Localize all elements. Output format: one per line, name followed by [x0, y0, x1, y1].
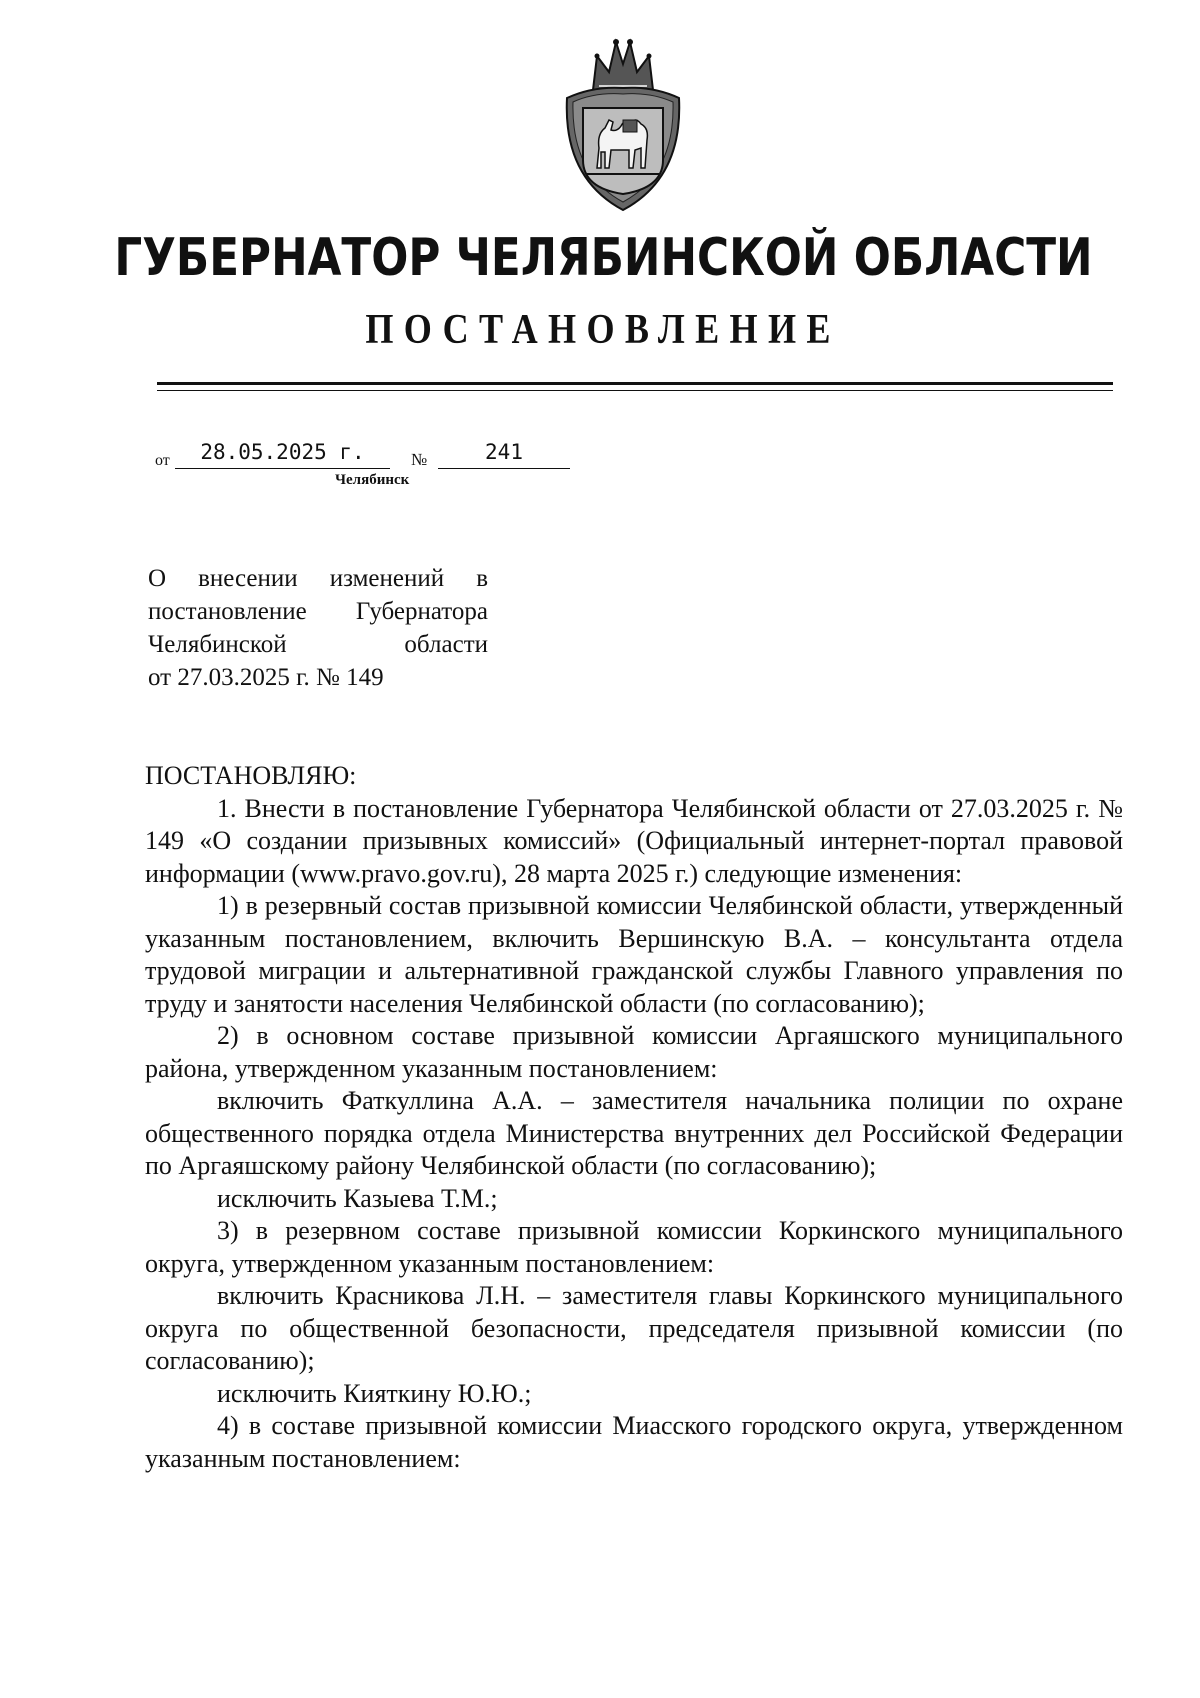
document-number: 241 — [438, 440, 570, 469]
date-prefix: от — [155, 452, 170, 469]
paragraph: исключить Кияткину Ю.Ю.; — [217, 1378, 532, 1408]
subject-line: О внесении изменений в — [148, 565, 488, 592]
number-sign: № — [411, 450, 428, 469]
paragraph: 1) в резервный состав призывной комиссии Челябинской области, утвержденный указанным постановлением, включить Вершинскую В.А. – консультанта отдела трудовой миграции и альтернативной гражданской службы Главного управления по труду и занятости населения Челябинской области (по согласованию); — [145, 891, 1123, 1018]
document-subject — [148, 562, 488, 694]
coat-of-arms-icon — [553, 28, 693, 214]
decree-word: ПОСТАНОВЛЯЮ: — [145, 761, 357, 790]
org-title: ГУБЕРНАТОР ЧЕЛЯБИНСКОЙ ОБЛАСТИ — [114, 228, 1093, 288]
document-kind: ПОСТАНОВЛЕНИЕ — [365, 307, 841, 353]
paragraph: включить Фаткуллина А.А. – заместителя начальника полиции по охране общественного порядка отдела Министерства внутренних дел Российской Федерации по Аргаяшскому району Челябинской области (по согласованию); — [145, 1086, 1123, 1180]
paragraph: 3) в резервном составе призывной комиссии Коркинского муниципального округа, утвержденном указанным постановлением: — [145, 1216, 1123, 1278]
coat-of-arms-emblem — [553, 28, 693, 214]
paragraph: 1. Внести в постановление Губернатора Челябинской области от 27.03.2025 г. № 149 «О создании призывных комиссий» (Официальный интернет-портал правовой информации (www.pravo.gov.ru), 28 марта 2025 г.) следующие изменения: — [145, 793, 1123, 888]
subject-line: постановление Губернатора — [148, 598, 488, 625]
document-date: 28.05.2025 г. — [175, 440, 390, 469]
document-body — [145, 760, 1123, 1475]
paragraph: 4) в составе призывной комиссии Миасского городского округа, утвержденном указанным постановлением: — [145, 1411, 1123, 1473]
paragraph: 2) в основном составе призывной комиссии Аргаяшского муниципального района, утвержденном указанным постановлением: — [145, 1021, 1123, 1083]
header-rule-thin — [157, 390, 1113, 391]
subject-line: Челябинской области — [148, 631, 488, 658]
document-city: Челябинск — [335, 472, 410, 488]
paragraph: включить Красникова Л.Н. – заместителя главы Коркинского муниципального округа по общественной безопасности, председателя призывной комиссии (по согласованию); — [145, 1281, 1123, 1375]
subject-line: от 27.03.2025 г. № 149 — [148, 664, 384, 691]
header-rule-thick — [157, 382, 1113, 385]
paragraph: исключить Казыева Т.М.; — [217, 1183, 498, 1213]
